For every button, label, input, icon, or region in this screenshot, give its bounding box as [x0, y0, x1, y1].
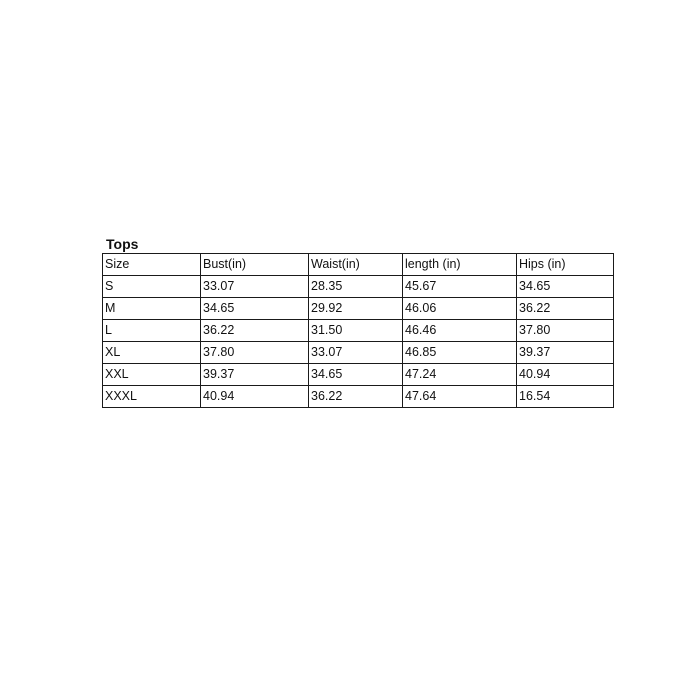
waist-cell: 29.92 — [309, 298, 403, 320]
table-row — [103, 276, 614, 298]
hips-cell: 16.54 — [517, 386, 614, 408]
bust-cell: 40.94 — [201, 386, 309, 408]
length-cell: 45.67 — [403, 276, 517, 298]
bust-cell: 39.37 — [201, 364, 309, 386]
table-row — [103, 320, 614, 342]
waist-cell: 28.35 — [309, 276, 403, 298]
waist-cell: 36.22 — [309, 386, 403, 408]
table-row — [103, 298, 614, 320]
size-cell: XL — [103, 342, 201, 364]
size-cell: L — [103, 320, 201, 342]
hips-cell: 36.22 — [517, 298, 614, 320]
length-cell: 46.06 — [403, 298, 517, 320]
header-cell: Size — [103, 254, 201, 276]
size-table — [102, 253, 614, 408]
table-row — [103, 364, 614, 386]
header-cell: Hips (in) — [517, 254, 614, 276]
hips-cell: 37.80 — [517, 320, 614, 342]
hips-cell: 39.37 — [517, 342, 614, 364]
hips-cell: 40.94 — [517, 364, 614, 386]
bust-cell: 33.07 — [201, 276, 309, 298]
table-row — [103, 342, 614, 364]
waist-cell: 31.50 — [309, 320, 403, 342]
size-cell: S — [103, 276, 201, 298]
length-cell: 47.24 — [403, 364, 517, 386]
header-cell: length (in) — [403, 254, 517, 276]
table-row — [103, 386, 614, 408]
length-cell: 47.64 — [403, 386, 517, 408]
bust-cell: 34.65 — [201, 298, 309, 320]
size-cell: M — [103, 298, 201, 320]
bust-cell: 37.80 — [201, 342, 309, 364]
waist-cell: 33.07 — [309, 342, 403, 364]
size-chart — [102, 235, 614, 408]
table-title: Tops — [106, 236, 139, 252]
header-cell: Bust(in) — [201, 254, 309, 276]
length-cell: 46.46 — [403, 320, 517, 342]
size-cell: XXXL — [103, 386, 201, 408]
bust-cell: 36.22 — [201, 320, 309, 342]
length-cell: 46.85 — [403, 342, 517, 364]
header-cell: Waist(in) — [309, 254, 403, 276]
waist-cell: 34.65 — [309, 364, 403, 386]
size-cell: XXL — [103, 364, 201, 386]
header-row — [103, 254, 614, 276]
hips-cell: 34.65 — [517, 276, 614, 298]
